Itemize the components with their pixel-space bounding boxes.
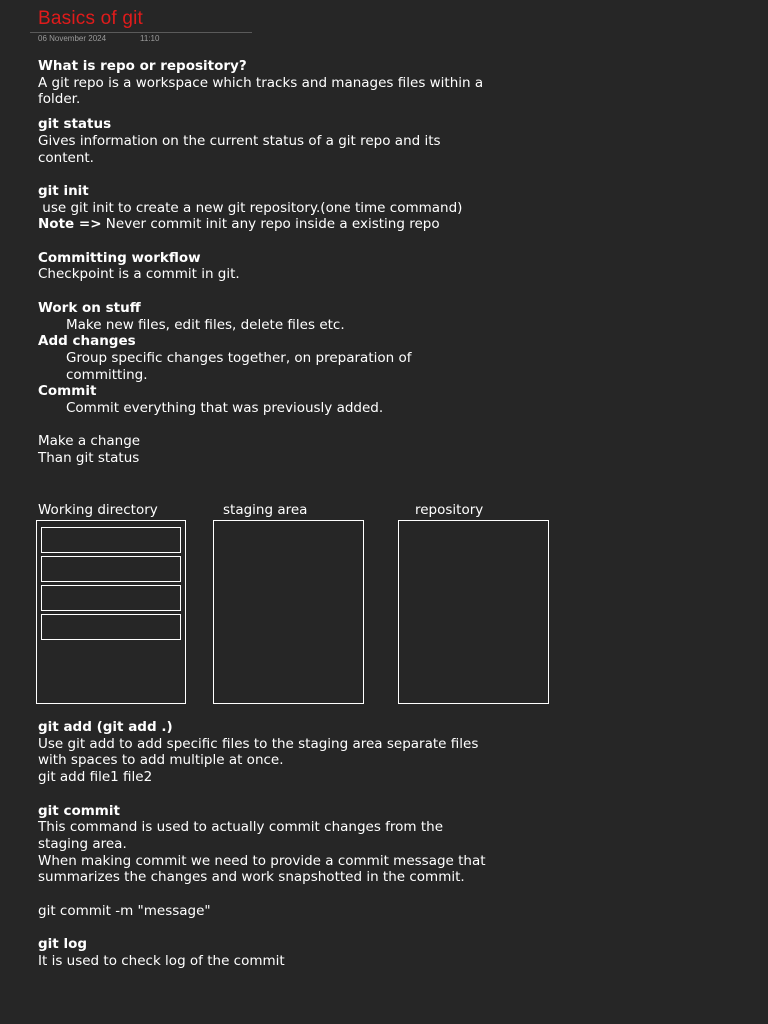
text-line: It is used to check log of the commit [38,952,285,969]
text-line: Make new files, edit files, delete files etc. [66,316,345,333]
note-body-bottom [38,719,638,970]
heading-git-status: git status [38,116,112,133]
text-line: staging area. [38,835,127,852]
text-line: git add file1 file2 [38,769,153,786]
heading-git-log: git log [38,936,88,953]
heading-git-init: git init [38,182,89,199]
text-line: committing. [66,366,148,383]
staging-area-label: staging area [223,502,308,518]
heading-add-changes: Add changes [38,333,136,350]
note-line [38,216,618,233]
file-slot [41,556,181,582]
text-line: Gives information on the current status of a git repo and its [38,132,441,149]
text-line: When making commit we need to provide a commit message that [38,852,486,869]
text-line: content. [38,149,94,166]
page-title: Basics of git [38,8,144,29]
note-time: 11:10 [140,34,160,43]
commit-example: git commit -m "message" [38,902,211,919]
note-label: Note => [38,216,102,233]
title-divider [30,32,252,33]
text-line: Than git status [38,450,140,467]
text-line: Checkpoint is a commit in git. [38,266,240,283]
working-directory-label: Working directory [38,502,158,518]
text-line: Make a change [38,433,141,450]
heading-work-on-stuff: Work on stuff [38,299,141,316]
working-directory-box [36,520,186,704]
file-slot [41,527,181,553]
note-text: Never commit init any repo inside a existing repo [101,216,440,233]
repository-label: repository [415,502,484,518]
note-date: 06 November 2024 [38,34,107,43]
heading-repo: What is repo or repository? [38,58,247,74]
text-line: summarizes the changes and work snapshotted in the commit. [38,869,465,886]
text-line: Use git add to add specific files to the staging area separate files [38,735,479,752]
heading-git-add: git add (git add .) [38,719,173,735]
heading-git-commit: git commit [38,802,120,819]
note-body-top [38,58,618,467]
text-line: with spaces to add multiple at once. [38,752,284,769]
file-slot [41,614,181,640]
heading-commit: Commit [38,383,97,400]
text-line: Group specific changes together, on preparation of [66,349,412,366]
text-line: folder. [38,91,81,108]
text-line: A git repo is a workspace which tracks and manages files within a [38,74,484,91]
text-line: This command is used to actually commit changes from the [38,819,444,836]
file-slot [41,585,181,611]
heading-committing-workflow: Committing workflow [38,249,201,266]
text-line: Commit everything that was previously added. [66,400,384,417]
repository-box [398,520,549,704]
staging-area-box [213,520,364,704]
text-line: use git init to create a new git repository.(one time command) [38,199,463,216]
